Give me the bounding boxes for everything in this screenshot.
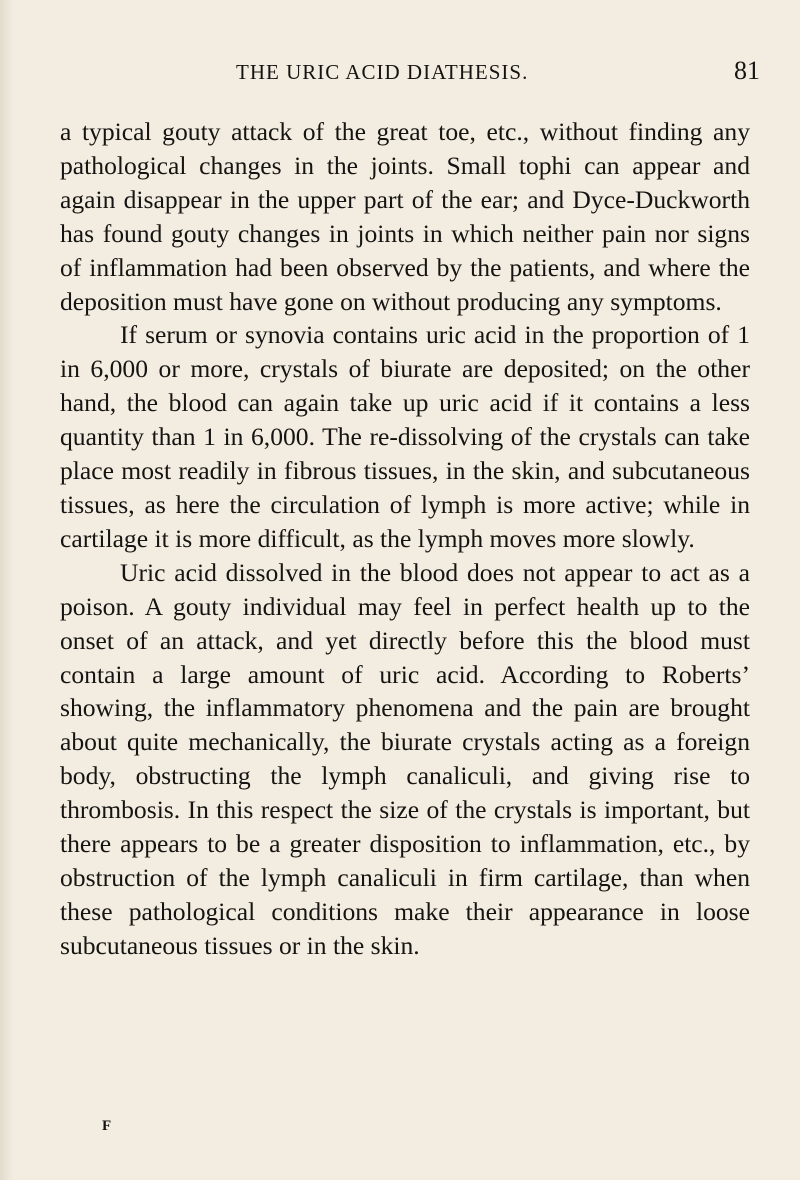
- paragraph-serum-synovia: If serum or synovia contains uric acid in the proportion of 1 in 6,000 or more, crystals of biurate are deposited; on the other hand, the blood can again take up uric acid if it contains a less quantity than 1 in 6,000. The re-dissolving of the crystals can take place most readily in fibrous tissues, in the skin, and subcutaneous tissues, as here the circulation of lymph is more active; while in cartilage it is more difficult, as the lymph moves more slowly.: [60, 320, 750, 553]
- paragraph-continued: a typical gouty attack of the great toe, etc., without finding any pathological changes in the joints. Small tophi can appear and again disappear in the upper part of the ear; and Dyce-Duckworth has found gouty changes in joints in which neither pain nor signs of inflammation had been observed by the patients, and where the deposition must have gone on without producing any symptoms.: [60, 117, 750, 316]
- running-head: [0, 56, 800, 90]
- page-number: 81: [734, 56, 760, 85]
- signature-mark: F: [102, 1118, 112, 1134]
- running-title: THE URIC ACID DIATHESIS.: [236, 60, 529, 84]
- page-gutter-shadow: [0, 0, 14, 1180]
- body-text: [60, 115, 750, 963]
- paragraph-uric-acid-poison: Uric acid dissolved in the blood does not appear to act as a poison. A gouty individual may feel in perfect health up to the onset of an attack, and yet directly before this the blood must contain a large amount of uric acid. According to Roberts’ showing, the inflammatory phenomena and the pain are brought about quite mechanically, the biurate crystals acting as a foreign body, obstructing the lymph canaliculi, and giving rise to thrombosis. In this respect the size of the crystals is important, but there appears to be a greater disposition to inflammation, etc., by obstruction of the lymph canaliculi in firm cartilage, than when these pathological conditions make their appearance in loose subcutaneous tissues or in the skin.: [60, 557, 750, 960]
